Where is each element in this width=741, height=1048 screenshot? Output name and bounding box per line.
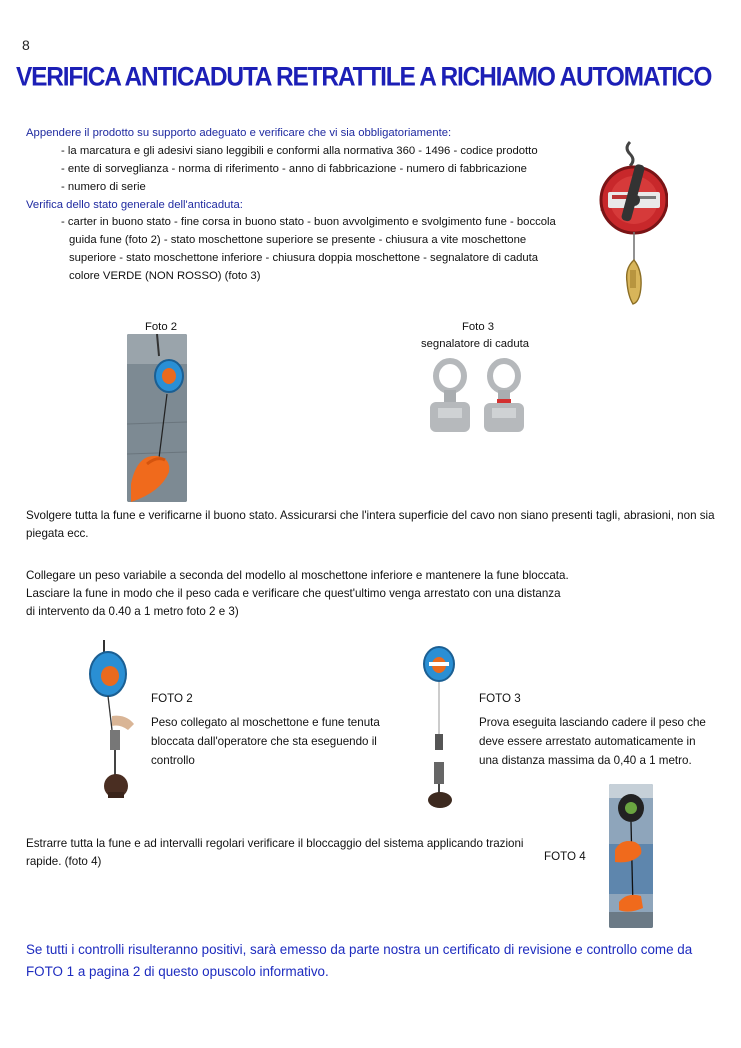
section2-line: guida fune (foto 2) - stato moschettone superiore se presente - chiusura a vite moschettone xyxy=(69,234,527,246)
paragraph1-line: Svolgere tutta la fune e verificarne il buono stato. Assicurarsi che l'intera superficie del cavo non siano presenti tagli, abrasioni, non sia xyxy=(26,509,715,522)
final-note-line: Se tutti i controlli risulteranno positivi, sarà emesso da parte nostra un certificato di revisione e controllo come da xyxy=(26,942,693,957)
foto3-drop-test-photo xyxy=(418,644,462,810)
foto2-weight-test-photo xyxy=(82,640,142,800)
page-title: VERIFICA ANTICADUTA RETRATTILE A RICHIAMO AUTOMATICO xyxy=(16,62,712,93)
foto2-block-line: Peso collegato al moschettone e fune tenuta xyxy=(151,716,380,729)
section2-heading: Verifica dello stato generale dell'anticaduta: xyxy=(26,199,243,211)
section1-item: - numero di serie xyxy=(61,181,146,193)
foto3-fall-indicator-photo xyxy=(426,358,530,432)
section2-line: colore VERDE (NON ROSSO) (foto 3) xyxy=(69,270,261,282)
foto4-label: FOTO 4 xyxy=(544,850,586,863)
foto3-caption: segnalatore di caduta xyxy=(421,338,530,350)
section2-line: superiore - stato moschettone inferiore - chiusura doppia moschettone - segnalatore di caduta xyxy=(69,252,539,264)
foto3-block-line: Prova eseguita lasciando cadere il peso che xyxy=(479,716,706,729)
foto2-photo xyxy=(127,334,187,502)
page-number: 8 xyxy=(22,37,30,53)
section1-item: - la marcatura e gli adesivi siano leggibili e conformi alla normativa 360 - 1496 - codice prodotto xyxy=(61,145,538,157)
paragraph2-line: Lasciare la fune in modo che il peso cada e verificare che quest'ultimo venga arrestato con una distanza xyxy=(26,587,561,600)
section2-line: - carter in buono stato - fine corsa in buono stato - buon avvolgimento e svolgimento fune - boccola xyxy=(61,216,556,228)
section1-item: - ente di sorveglianza - norma di riferimento - anno di fabbricazione - numero di fabbricazione xyxy=(61,163,527,175)
foto2-block-label: FOTO 2 xyxy=(151,692,193,705)
red-retractable-device-image xyxy=(594,140,668,312)
paragraph2-line: di intervento da 0.40 a 1 metro foto 2 e 3) xyxy=(26,605,239,618)
foto3-label: Foto 3 xyxy=(462,321,495,333)
foto3-block-label: FOTO 3 xyxy=(479,692,521,705)
paragraph3-line: rapide. (foto 4) xyxy=(26,855,102,868)
foto3-block-line: una distanza massima da 0,40 a 1 metro. xyxy=(479,754,692,767)
foto2-block-line: bloccata dall'operatore che sta eseguendo il xyxy=(151,735,377,748)
foto2-block-line: controllo xyxy=(151,754,195,767)
paragraph1-line: piegata ecc. xyxy=(26,527,89,540)
paragraph2-line: Collegare un peso variabile a seconda del modello al moschettone inferiore e mantenere la fune bloccata. xyxy=(26,569,569,582)
paragraph3-line: Estrarre tutta la fune e ad intervalli regolari verificare il bloccaggio del sistema applicando trazioni xyxy=(26,837,524,850)
foto2-label: Foto 2 xyxy=(145,321,178,333)
foto3-block-line: deve essere arrestato automaticamente in xyxy=(479,735,696,748)
final-note-line: FOTO 1 a pagina 2 di questo opuscolo informativo. xyxy=(26,964,329,979)
foto4-photo xyxy=(609,784,653,928)
section1-heading: Appendere il prodotto su supporto adeguato e verificare che vi sia obbligatoriamente: xyxy=(26,127,452,139)
